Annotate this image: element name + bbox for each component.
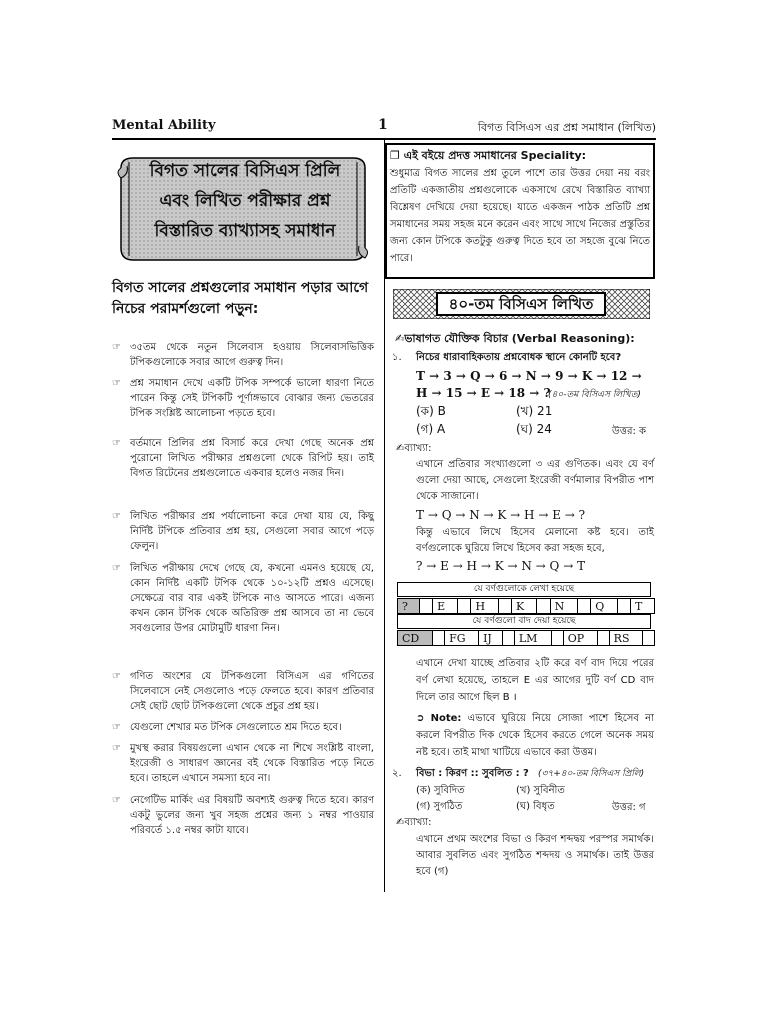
table-cell: FG xyxy=(445,631,479,646)
option: (ক) B xyxy=(416,404,446,418)
pointing-hand-icon: ☞ xyxy=(112,743,121,754)
explanation-label-text: ব্যাখ্যা: xyxy=(404,443,432,454)
option: (গ) A xyxy=(416,422,446,436)
table-header: যে বর্ণগুলো বাদ দেয়া হয়েছে xyxy=(397,614,651,629)
list-item-text: যেগুলো শেখার মত টপিক সেগুলোতে শ্রম দিতে হবে। xyxy=(130,722,342,733)
note-text: এভাবে ঘুরিয়ে নিয়ে সোজা পাশে হিসেব না করলে বিপরীত দিক থেকে হিসেব করতে গেলে অনেক সময় নষ্ট হবে। তাই মাথা খাটিয়ে এভাবে করা উত্তম। xyxy=(416,713,654,758)
advice-heading: বিগত সালের প্রশ্নগুলোর সমাধান পড়ার আগে নিচের পরামর্শগুলো পড়ুন: xyxy=(112,280,369,317)
table-cell xyxy=(642,631,654,646)
letters-written-table xyxy=(397,598,655,614)
arrow-bullet-icon: ➲ xyxy=(416,713,425,724)
list-item xyxy=(112,720,374,735)
explanation-label xyxy=(396,815,432,830)
speciality-body: শুধুমাত্র বিগত সালের প্রশ্ন তুলে পাশে তার উত্তর দেয়া নয় বরং প্রতিটি একজাতীয় প্রশ্নগুলোকে একসাথে রেখে বিস্তারিত ব্যাখ্যা বিশ্লেষণ দেখিয়ে দেয়া হয়েছে। যাতে একজন পাঠক প্রতিটি প্রশ্ন সমাধানের সময় সহজ মনে করেন এবং সাথে সাথে নিজের প্রস্তুতির জন্য কোন টপিকে কতটুকু গুরুত্ব দিতে হবে তা সহজে বুঝে নিতে পারে। xyxy=(390,168,650,264)
table-row xyxy=(398,631,655,646)
speciality-title xyxy=(390,147,586,166)
answer: উত্তর: গ xyxy=(612,802,646,813)
list-item xyxy=(112,340,374,370)
table-cell xyxy=(433,631,445,646)
option: (ঘ) বিধৃত xyxy=(516,801,555,812)
list-item-text: ৩৫তম থেকে নতুন সিলেবাস হওয়ায় সিলেবাসভিত্তিক টপিকগুলোকে সবার আগে গুরুত্ব দিন। xyxy=(130,342,374,368)
list-item-text: গণিত অংশের যে টপিকগুলো বিসিএস এর গণিতের সিলেবাসে নেই সেগুলোও পড়ে ফেলতে হবে। কারণ প্রতিবার সেই ছোট ছোট টপিকগুলো থেকে প্রচুর প্রশ্ন হয়। xyxy=(130,671,374,712)
list-item xyxy=(112,376,374,421)
option: (ঘ) 24 xyxy=(516,422,552,436)
pointing-hand-icon: ☞ xyxy=(112,563,121,574)
banner-line: এবং লিখিত পরীক্ষার প্রশ্ন xyxy=(159,191,331,211)
sequence-line-2: H → 15 → E → 18 → ? xyxy=(416,386,551,400)
pointing-hand-icon: ☞ xyxy=(112,511,121,522)
list-item-text: নেগেটিভ মার্কিং এর বিষয়টি অবশ্যই গুরুত্ব দিতে হবে। কারণ একটু ভুলের জন্য খুব সহজ প্রশ্নের জন্য ১ নম্বর পাওয়ার পরিবর্তে ১.৫ নম্বর কাটা যাবে। xyxy=(130,795,374,836)
section-title: ৪০-তম বিসিএস লিখিত xyxy=(436,292,606,316)
table-cell xyxy=(577,599,590,614)
table-cell: H xyxy=(471,599,498,614)
section-subheading-text: ভাষাগত যৌক্তিক বিচার (Verbal Reasoning): xyxy=(404,332,635,345)
option: (ক) সুবিদিত xyxy=(416,785,465,796)
note xyxy=(416,710,654,761)
list-item xyxy=(112,669,374,714)
answer: উত্তর: ক xyxy=(612,426,646,437)
question-text: বিভা : কিরণ :: সুবলিত : ? xyxy=(416,768,529,779)
table-cell xyxy=(537,599,550,614)
table-cell xyxy=(551,631,563,646)
page-number: 1 xyxy=(378,117,388,133)
table-cell: RS xyxy=(609,631,642,646)
question-source: (৩৭+৪০-তম বিসিএস প্রিলি) xyxy=(538,769,645,779)
list-item xyxy=(112,509,374,554)
explanation-text: কিন্তু এভাবে লিখে হিসেব মেলানো কষ্ট হবে। তাই বর্ণগুলোকে ঘুরিয়ে লিখে হিসেব করা সহজ হবে, xyxy=(416,527,654,554)
checkbox-icon: ❐ xyxy=(390,149,400,162)
list-item-text: লিখিত পরীক্ষায় দেখে গেছে যে, কখনো এমনও হয়েছে যে, কোন নির্দিষ্ট একটি টপিক থেকে ১০-১২টি প্রশ্নও এসেছে। সেক্ষেত্রে বার বার একই টপিকে নাও আসতে পারে। এজন্য কখন কোন টপিক থেকে অতিরিক্ত প্রশ্ন আসবে তা না ভেবে সবগুলোর উপর মোটামুটি ধারণা নিন। xyxy=(130,563,374,634)
header-title: বিগত বিসিএস এর প্রশ্ন সমাধান (লিখিত) xyxy=(477,121,656,134)
table-cell: LM xyxy=(514,631,551,646)
note-label: Note: xyxy=(430,713,462,724)
section-subheading xyxy=(395,331,635,346)
letter-chain: ? → E → H → K → N → Q → T xyxy=(416,559,586,573)
pointing-hand-icon: ☞ xyxy=(112,378,121,389)
table-cell: IJ xyxy=(479,631,503,646)
list-item xyxy=(112,561,374,636)
writing-hand-icon: ✍ xyxy=(396,817,405,828)
table-cell: Q xyxy=(591,599,618,614)
option: (খ) 21 xyxy=(516,404,553,418)
table-cell xyxy=(617,599,630,614)
pointing-hand-icon: ☞ xyxy=(112,722,121,733)
table-row xyxy=(398,599,655,614)
table-cell: T xyxy=(630,599,654,614)
pointing-hand-icon: ☞ xyxy=(112,438,121,449)
table-cell: N xyxy=(550,599,577,614)
question-source: (৪০-তম বিসিএস লিখিত) xyxy=(548,390,641,400)
table-cell: OP xyxy=(563,631,597,646)
banner-title xyxy=(140,156,350,246)
pointing-hand-icon: ☞ xyxy=(112,671,121,682)
list-item xyxy=(112,793,374,838)
pointing-hand-icon: ☞ xyxy=(112,795,121,806)
question-number: ১. xyxy=(392,352,402,363)
table-cell xyxy=(498,599,511,614)
sequence-line-1: T → 3 → Q → 6 → N → 9 → K → 12 → xyxy=(416,369,642,383)
list-item-text: লিখিত পরীক্ষার প্রশ্ন পর্যালোচনা করে দেখা যায় যে, কিছু নির্দিষ্ট টপিকে প্রতিবার প্রশ্ন হয়, সেগুলো সবার আগে পড়ে ফেলুন। xyxy=(130,511,374,552)
option: (খ) সুবিনীত xyxy=(516,785,565,796)
list-item xyxy=(112,436,374,481)
table-header: যে বর্ণগুলোকে লেখা হয়েছে xyxy=(397,582,651,597)
explanation-text: এখানে প্রথম অংশের বিভা ও কিরণ শব্দদ্বয় পরস্পর সমার্থক। আবার সুবলিত এবং সুগঠিত শব্দদয় ও সমার্থক। তাই উত্তর হবে (গ) xyxy=(416,834,654,877)
table-cell xyxy=(458,599,471,614)
table-cell xyxy=(502,631,514,646)
letters-omitted-table xyxy=(397,630,655,646)
table-cell: CD xyxy=(398,631,433,646)
table-cell: E xyxy=(433,599,458,614)
header-subject: Mental Ability xyxy=(112,118,216,133)
list-item-text: বর্তমানে প্রিলির প্রশ্ন বিসার্চ করে দেখা গেছে অনেক প্রশ্ন পুরোনো লিখিত পরীক্ষার প্রশ্নগুলো থেকে রিপিট হয়। তাই বিগত রিটেনের প্রশ্নগুলোতে একবার হলেও নজর দিন। xyxy=(130,438,374,479)
writing-hand-icon: ✍ xyxy=(396,443,405,454)
explanation-label-text: ব্যাখ্যা: xyxy=(404,817,432,828)
explanation-label xyxy=(396,441,432,456)
speciality-title-text: এই বইয়ে প্রদত্ত সমাধানের Speciality: xyxy=(403,149,587,162)
option: (গ) সুগঠিত xyxy=(416,801,463,812)
banner-line: বিগত সালের বিসিএস প্রিলি xyxy=(149,161,341,181)
explanation-text: এখানে প্রতিবার সংখ্যাগুলো ৩ এর গুণিতক। এবং যে বর্ণ গুলো দেয়া আছে, সেগুলো ইংরেজী বর্ণমালার বিপরীত পাশ থেকে সাজানো। xyxy=(416,459,654,502)
question-text: নিচের ধারাবাহিকতায় প্রশ্নবোধক স্থানে কোনটি হবে? xyxy=(416,352,622,363)
writing-hand-icon: ✍ xyxy=(395,332,405,345)
list-item xyxy=(112,741,374,786)
banner-line: বিস্তারিত ব্যাখ্যাসহ সমাধান xyxy=(154,221,336,241)
list-item-text: মুখস্থ করার বিষয়গুলো এখান থেকে না শিখে সংশ্লিষ্ট বাংলা, ইংরেজী ও সাধারণ জ্ঞানের বই থেকে বিস্তারিত পড়ে নিতে হবে। তাহলে এখানে সমস্যা হবে না। xyxy=(130,743,374,784)
table-cell xyxy=(419,599,432,614)
list-item-text: প্রশ্ন সমাধান দেখে একটি টপিক সম্পর্কে ভালো ধারণা নিতে পারেন কিন্তু সেই টপিকটি পূর্ণাঙ্গভাবে বোঝার জন্য ভেতরের টপিক সংশ্লিষ্ট আলোচনা পড়তে হবে। xyxy=(130,378,374,419)
pointing-hand-icon: ☞ xyxy=(112,342,121,353)
explanation-text: এখানে দেখা যাচ্ছে প্রতিবার ২টি করে বর্ণ বাদ দিয়ে পরের বর্ণ লেখা হয়েছে, তাহলে E এর আগের দুটি বর্ণ CD বাদ দিলে তার আগে ছিল B । xyxy=(416,658,654,703)
table-cell xyxy=(597,631,609,646)
question-number: ২. xyxy=(392,768,402,779)
letter-chain: T → Q → N → K → H → E → ? xyxy=(416,508,586,522)
table-cell: ? xyxy=(398,599,420,614)
table-cell: K xyxy=(512,599,537,614)
